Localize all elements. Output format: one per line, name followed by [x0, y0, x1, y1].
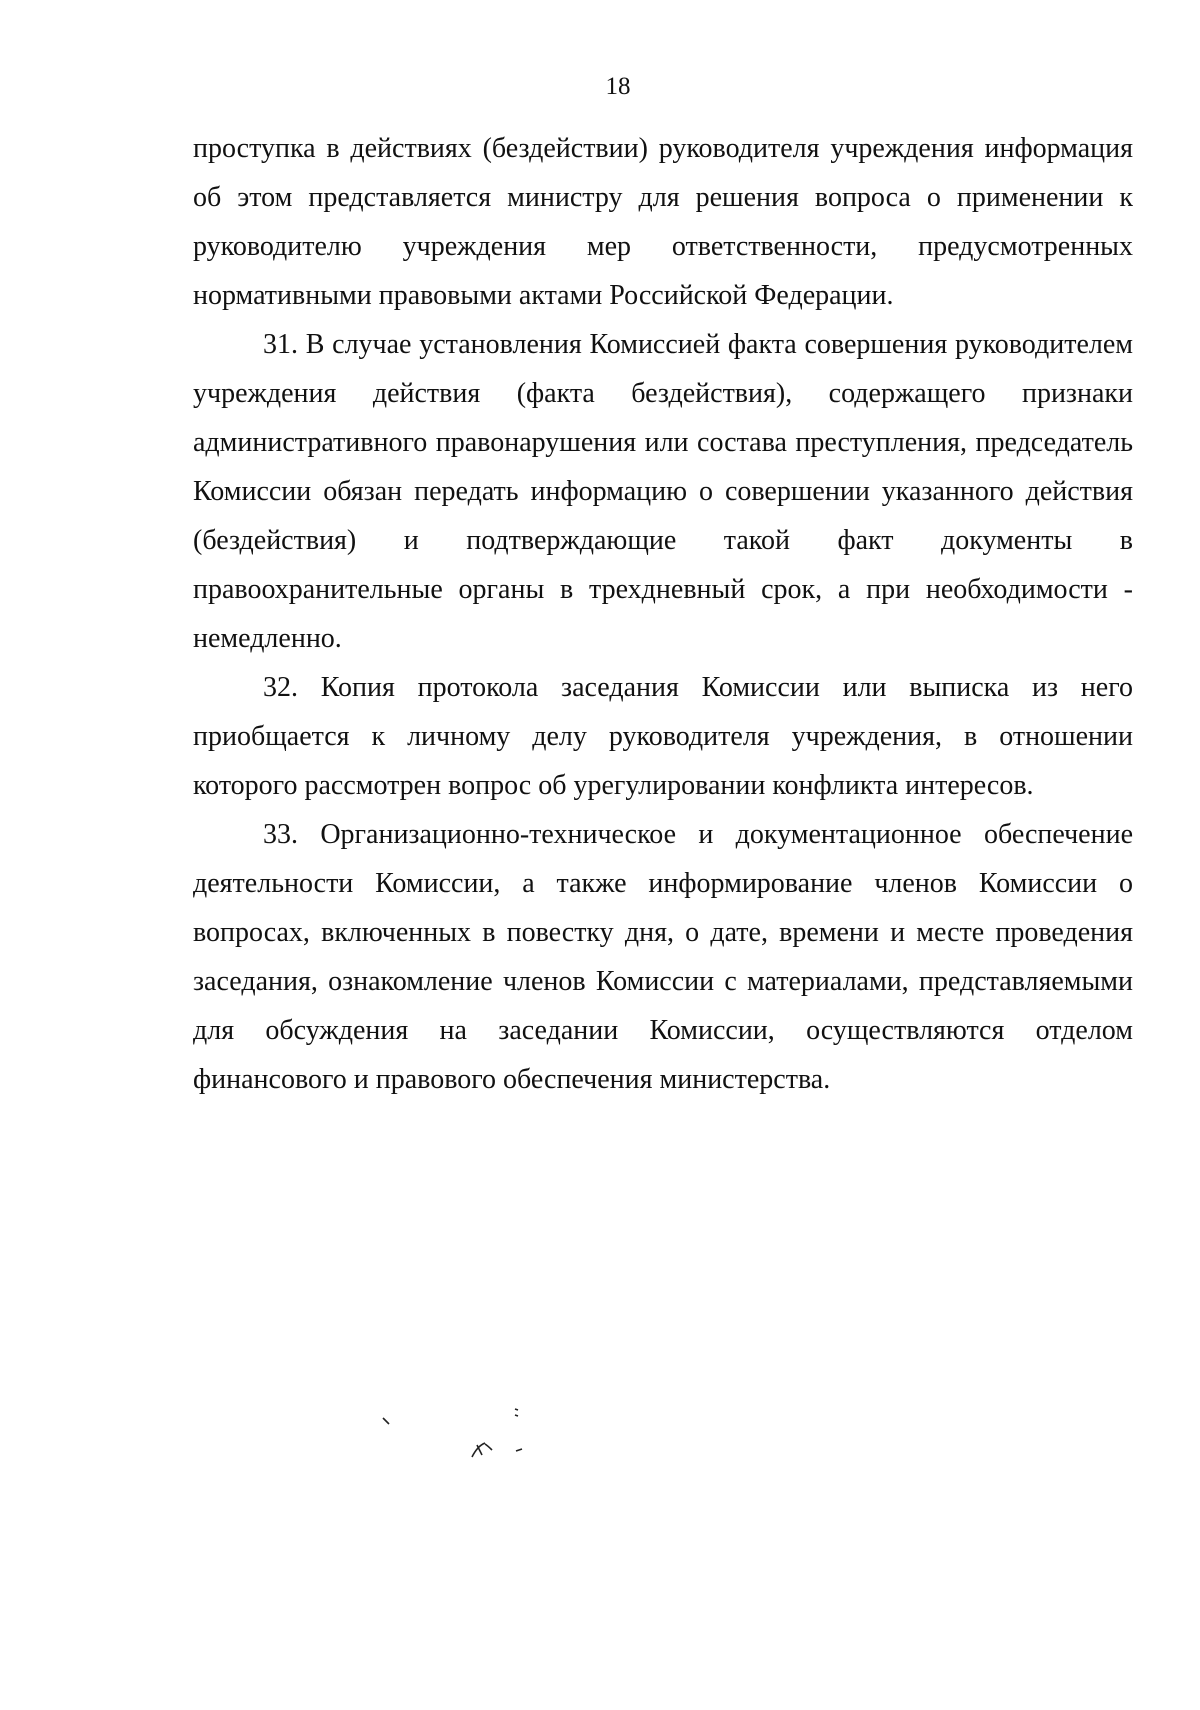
- document-body: [193, 124, 1133, 1104]
- paragraph-32: 32. Копия протокола заседания Комиссии или выписка из него приобщается к личному делу руководителя учреждения, в отношении которого рассмотрен вопрос об урегулировании конфликта интересов.: [193, 672, 1133, 801]
- paragraph-31: 31. В случае установления Комиссией факта совершения руководителем учреждения действия (факта бездействия), содержащего признаки административного правонарушения или состава преступления, председатель Комиссии обязан передать информацию о совершении указанного действия (бездействия) и подтверждающие такой факт документы в правоохранительные органы в трехдневный срок, а при необходимости - немедленно.: [193, 329, 1133, 654]
- page-number: 18: [605, 73, 631, 100]
- scan-marks: [380, 1405, 560, 1475]
- paragraph-33: 33. Организационно-техническое и документационное обеспечение деятельности Комиссии, а также информирование членов Комиссии о вопросах, включенных в повестку дня, о дате, времени и месте проведения заседания, ознакомление членов Комиссии с материалами, представляемыми для обсуждения на заседании Комиссии, осуществляются отделом финансового и правового обеспечения министерства.: [193, 819, 1133, 1095]
- paragraph-continuation: проступка в действиях (бездействии) руководителя учреждения информация об этом представляется министру для решения вопроса о применении к руководителю учреждения мер ответственности, предусмотренных нормативными правовыми актами Российской Федерации.: [193, 133, 1133, 311]
